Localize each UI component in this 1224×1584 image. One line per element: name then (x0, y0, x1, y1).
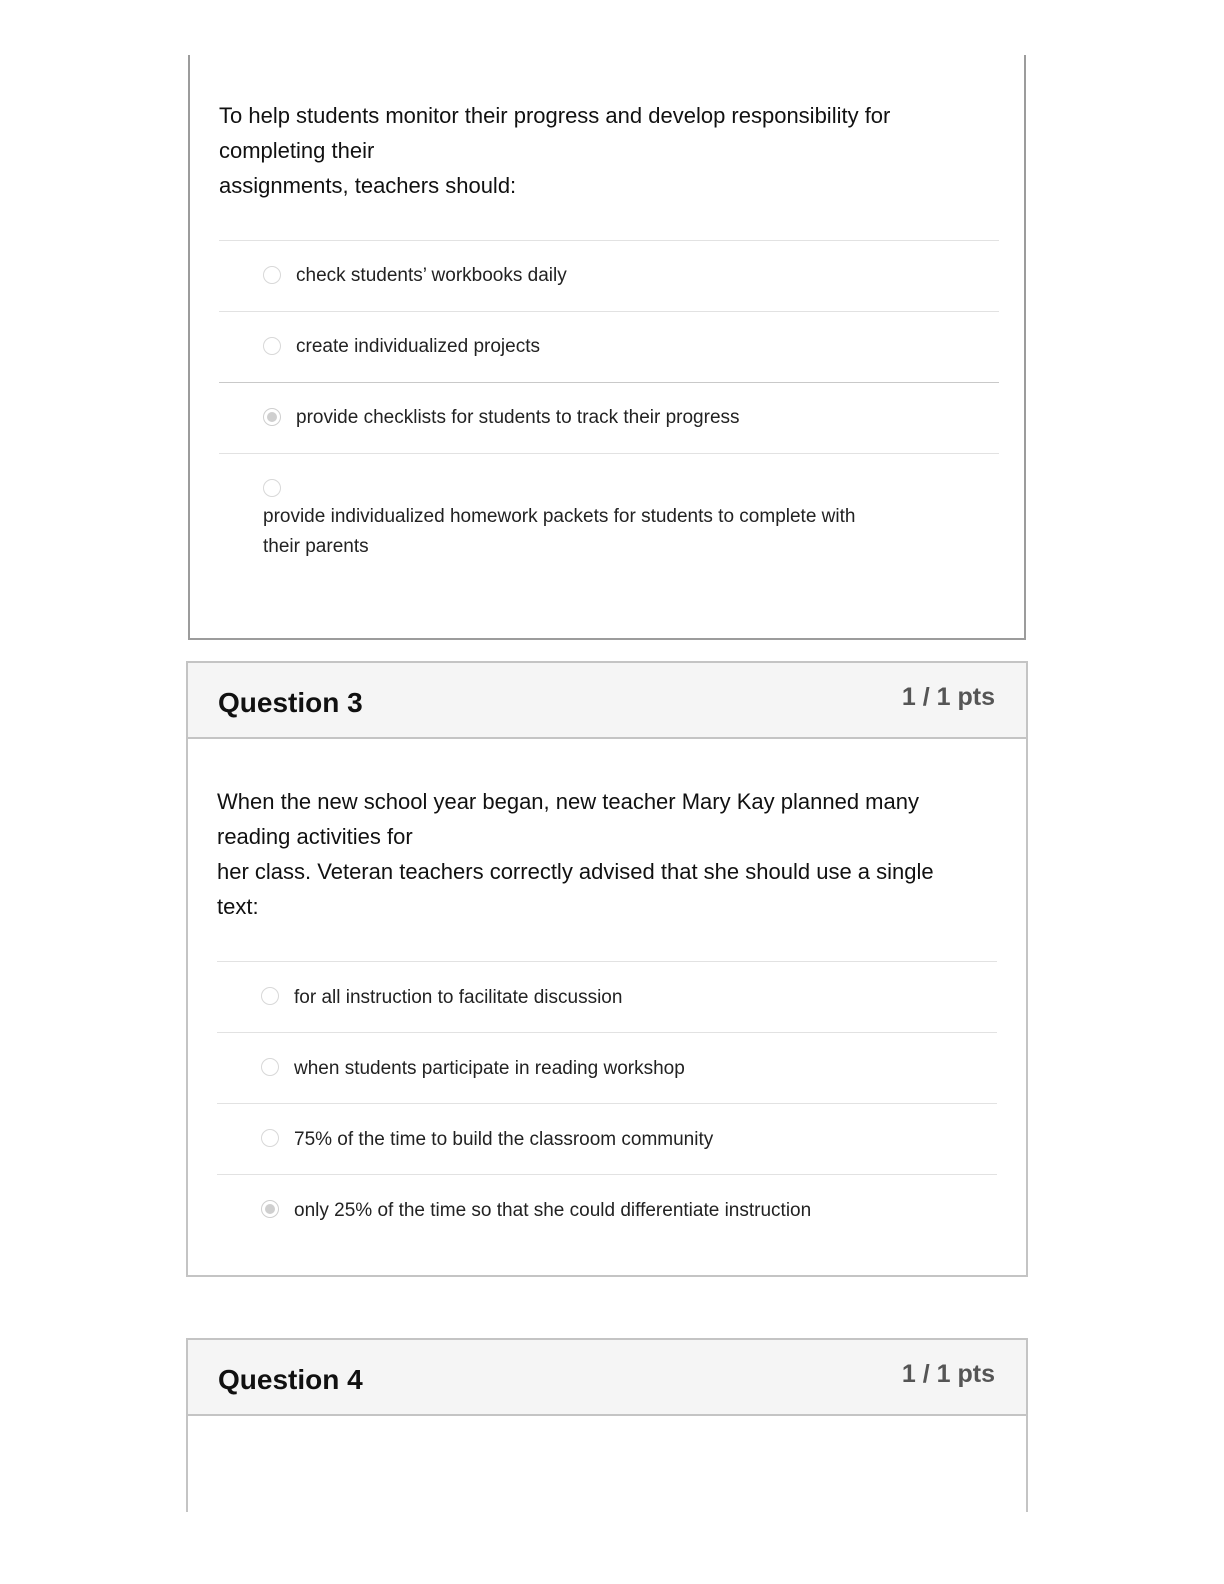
question-2-text (219, 98, 1009, 203)
answer-label: check students’ workbooks daily (296, 265, 567, 286)
answer-option[interactable] (219, 382, 999, 453)
radio-button[interactable] (263, 266, 281, 284)
answer-label: only 25% of the time so that she could differentiate instruction (294, 1200, 812, 1221)
answer-option[interactable] (217, 1032, 997, 1103)
question-text-line: her class. Veteran teachers correctly advised that she should use a single (217, 859, 934, 884)
radio-button[interactable] (263, 479, 281, 497)
answer-label (263, 502, 963, 562)
question-text-line: To help students monitor their progress and develop responsibility for (219, 103, 891, 128)
question-text-line: assignments, teachers should: (219, 173, 517, 198)
answer-option[interactable] (217, 1174, 997, 1245)
question-4-header (188, 1340, 1026, 1416)
answer-label-line: provide individualized homework packets for students to complete with (263, 506, 856, 527)
question-points: 1 / 1 pts (901, 683, 995, 711)
question-4-card (186, 1338, 1028, 1512)
radio-button[interactable] (261, 1058, 279, 1076)
answer-label: 75% of the time to build the classroom community (294, 1129, 714, 1150)
answer-label: create individualized projects (296, 336, 540, 357)
answer-option[interactable] (217, 1103, 997, 1174)
question-3-card (186, 661, 1028, 1277)
question-3-text (217, 784, 1007, 924)
question-text-line: reading activities for (217, 824, 413, 849)
answer-label: when students participate in reading workshop (294, 1058, 685, 1079)
question-points: 1 / 1 pts (901, 1360, 995, 1388)
question-text-line: completing their (219, 138, 375, 163)
answer-option[interactable] (219, 240, 999, 311)
question-text-line: text: (217, 894, 259, 919)
radio-button-selected[interactable] (263, 408, 281, 426)
answer-label-line: their parents (263, 536, 369, 557)
radio-button[interactable] (261, 1129, 279, 1147)
question-2-answers (219, 240, 999, 583)
answer-option[interactable] (217, 961, 997, 1032)
answer-label: provide checklists for students to track their progress (296, 407, 740, 428)
question-text-line: When the new school year began, new teacher Mary Kay planned many (217, 789, 919, 814)
answer-label: for all instruction to facilitate discussion (294, 987, 623, 1008)
answer-option[interactable] (219, 311, 999, 382)
question-3-answers (217, 961, 997, 1245)
answer-option[interactable] (219, 453, 999, 583)
question-title: Question 3 (218, 687, 363, 718)
radio-button-selected[interactable] (261, 1200, 279, 1218)
question-3-header (188, 663, 1026, 739)
radio-button[interactable] (263, 337, 281, 355)
question-title: Question 4 (218, 1364, 363, 1395)
radio-button[interactable] (261, 987, 279, 1005)
question-2-card (188, 55, 1026, 640)
